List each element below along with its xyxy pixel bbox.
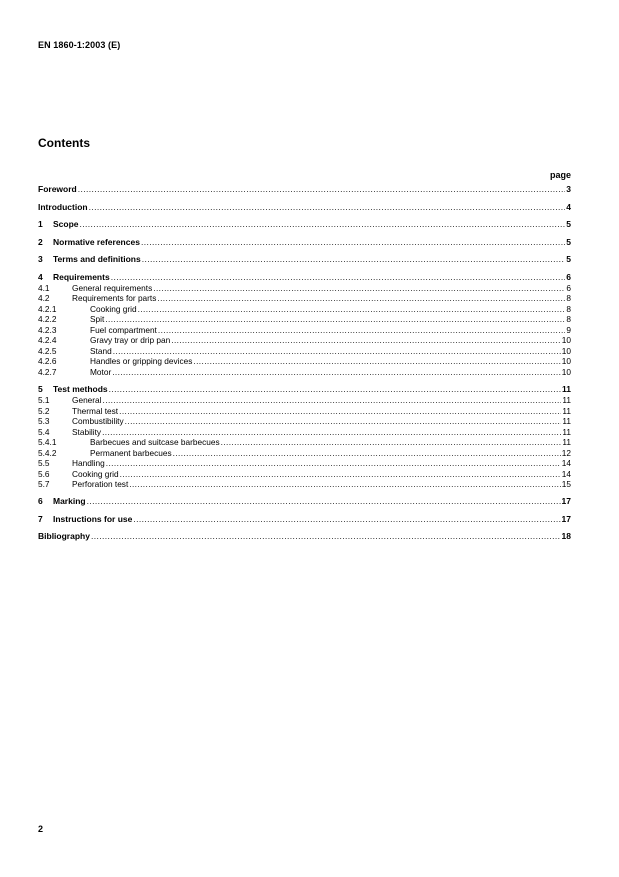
toc-entry[interactable]	[38, 283, 571, 294]
toc-entry[interactable]	[38, 335, 571, 346]
toc-entry-number: 2	[38, 236, 43, 247]
toc-entry-number: 4.2.4	[38, 335, 57, 346]
toc-leader-dots	[221, 437, 562, 448]
toc-leader-dots	[103, 395, 562, 406]
toc-entry-page: 10	[561, 345, 571, 356]
toc-entry-page: 11	[562, 437, 571, 448]
toc-entry-page: 6	[566, 282, 571, 293]
toc-entry-page: 11	[562, 384, 571, 395]
toc-entry-number: 5.4	[38, 426, 50, 437]
toc-entry[interactable]	[38, 384, 571, 395]
toc-entry-title: Marking	[53, 496, 86, 507]
page-title: Contents	[38, 136, 90, 150]
toc-entry-title: Introduction	[38, 201, 88, 212]
toc-entry-title: Terms and definitions	[53, 254, 141, 265]
toc-entry-title: Cooking grid	[72, 468, 119, 479]
page-column-label: page	[549, 170, 571, 180]
toc-entry-title: General requirements	[72, 282, 153, 293]
toc-entry[interactable]	[38, 427, 571, 438]
toc-entry[interactable]	[38, 479, 571, 490]
toc-entry-number: 4.1	[38, 282, 50, 293]
toc-leader-dots	[125, 416, 562, 427]
toc-entry-page: 10	[561, 356, 571, 367]
toc-entry-page: 11	[562, 416, 571, 427]
toc-entry-page: 17	[561, 513, 571, 524]
toc-entry-page: 11	[562, 405, 571, 416]
toc-leader-dots	[78, 184, 566, 195]
toc-leader-dots	[129, 479, 561, 490]
toc-entry-title: Thermal test	[72, 405, 119, 416]
toc-entry-number: 5.2	[38, 405, 50, 416]
toc-entry-title: Stand	[90, 345, 112, 356]
toc-entry-page: 6	[566, 271, 571, 282]
toc-entry-page: 10	[561, 335, 571, 346]
toc-entry-page: 11	[562, 426, 571, 437]
toc-entry-page: 11	[562, 395, 571, 406]
toc-leader-dots	[120, 469, 561, 480]
toc-entry-title: Permanent barbecues	[90, 447, 172, 458]
toc-leader-dots	[109, 384, 561, 395]
toc-entry-number: 7	[38, 513, 43, 524]
toc-entry-title: Motor	[90, 366, 112, 377]
toc-entry[interactable]	[38, 346, 571, 357]
toc-entry-page: 8	[566, 303, 571, 314]
toc-entry[interactable]	[38, 356, 571, 367]
toc-entry-page: 15	[561, 479, 571, 490]
toc-entry-number: 5.4.1	[38, 437, 57, 448]
toc-entry-number: 3	[38, 254, 43, 265]
toc-entry-title: Test methods	[53, 384, 108, 395]
toc-entry-number: 5	[38, 384, 43, 395]
toc-entry[interactable]	[38, 416, 571, 427]
toc-leader-dots	[157, 293, 565, 304]
toc-entry[interactable]	[38, 514, 571, 525]
toc-leader-dots	[113, 346, 561, 357]
toc-entry-page: 12	[561, 447, 571, 458]
toc-entry-number: 5.1	[38, 395, 50, 406]
toc-entry[interactable]	[38, 184, 571, 195]
toc-leader-dots	[173, 448, 561, 459]
toc-leader-dots	[119, 406, 561, 417]
toc-entry-page: 5	[566, 236, 571, 247]
toc-entry-number: 4.2.7	[38, 366, 57, 377]
toc-entry-number: 4	[38, 271, 43, 282]
toc-entry-number: 4.2.2	[38, 314, 57, 325]
toc-entry-page: 3	[566, 184, 571, 194]
toc-entry-title: Scope	[53, 219, 79, 230]
toc-entry[interactable]	[38, 395, 571, 406]
toc-entry-title: Instructions for use	[53, 513, 133, 524]
toc-entry-title: Bibliography	[38, 531, 90, 542]
toc-entry-title: Requirements for parts	[72, 293, 157, 304]
toc-leader-dots	[158, 325, 566, 336]
toc-entry-title: Barbecues and suitcase barbecues	[90, 437, 220, 448]
toc-leader-dots	[89, 202, 566, 213]
toc-entry-title: Normative references	[53, 236, 140, 247]
toc-entry[interactable]	[38, 219, 571, 230]
toc-entry-page: 14	[561, 468, 571, 479]
toc-leader-dots	[105, 314, 565, 325]
toc-leader-dots	[141, 237, 565, 248]
toc-entry[interactable]	[38, 254, 571, 265]
toc-entry-title: Foreword	[38, 184, 77, 194]
toc-entry[interactable]	[38, 458, 571, 469]
toc-entry-title: Combustibility	[72, 416, 124, 427]
toc-entry-title: Requirements	[53, 271, 110, 282]
toc-leader-dots	[153, 283, 565, 294]
toc-entry[interactable]	[38, 325, 571, 336]
toc-entry-number: 4.2.6	[38, 356, 57, 367]
toc-entry[interactable]	[38, 448, 571, 459]
toc-entry-number: 4.2.3	[38, 324, 57, 335]
document-header: EN 1860-1:2003 (E)	[38, 40, 121, 50]
toc-entry-page: 5	[566, 219, 571, 230]
toc-entry-page: 14	[561, 458, 571, 469]
toc-leader-dots	[142, 254, 566, 265]
toc-leader-dots	[80, 219, 566, 230]
toc-entry-title: Cooking grid	[90, 303, 137, 314]
toc-entry[interactable]	[38, 202, 571, 213]
toc-entry-title: Handles or gripping devices	[90, 356, 193, 367]
toc-leader-dots	[111, 272, 566, 283]
toc-entry-number: 5.6	[38, 468, 50, 479]
toc-entry-number: 5.7	[38, 479, 50, 490]
toc-leader-dots	[171, 335, 561, 346]
toc-entry[interactable]	[38, 367, 571, 378]
toc-entry-number: 4.2.1	[38, 303, 57, 314]
toc-entry[interactable]	[38, 469, 571, 480]
toc-leader-dots	[106, 458, 561, 469]
toc-entry-title: Perforation test	[72, 479, 129, 490]
toc-entry-number: 6	[38, 496, 43, 507]
toc-entry-page: 9	[566, 324, 571, 335]
toc-leader-dots	[102, 427, 561, 438]
toc-entry-page: 17	[561, 496, 571, 507]
toc-entry[interactable]	[38, 406, 571, 417]
toc-entry[interactable]	[38, 314, 571, 325]
toc-entry-number: 4.2.5	[38, 345, 57, 356]
toc-entry[interactable]	[38, 531, 571, 542]
toc-entry[interactable]	[38, 237, 571, 248]
toc-entry[interactable]	[38, 437, 571, 448]
toc-entry-title: Gravy tray or drip pan	[90, 335, 171, 346]
toc-entry-page: 4	[566, 201, 571, 212]
toc-entry-page: 10	[561, 366, 571, 377]
toc-entry[interactable]	[38, 304, 571, 315]
toc-entry-page: 5	[566, 254, 571, 265]
toc-leader-dots	[112, 367, 561, 378]
toc-entry[interactable]	[38, 293, 571, 304]
toc-entry[interactable]	[38, 272, 571, 283]
toc-entry-title: Stability	[72, 426, 102, 437]
toc-leader-dots	[87, 496, 561, 507]
toc-entry-number: 1	[38, 219, 43, 230]
table-of-contents	[38, 184, 571, 542]
toc-leader-dots	[91, 531, 561, 542]
toc-entry-title: Spit	[90, 314, 105, 325]
toc-entry-title: General	[72, 395, 102, 406]
toc-entry-number: 5.3	[38, 416, 50, 427]
toc-entry-number: 4.2	[38, 293, 50, 304]
toc-entry-title: Handling	[72, 458, 105, 469]
toc-entry-page: 8	[566, 314, 571, 325]
toc-entry-page: 8	[566, 293, 571, 304]
toc-entry-page: 18	[561, 531, 571, 542]
toc-leader-dots	[138, 304, 566, 315]
toc-leader-dots	[193, 356, 560, 367]
toc-leader-dots	[133, 514, 560, 525]
toc-entry-number: 5.5	[38, 458, 50, 469]
toc-entry-title: Fuel compartment	[90, 324, 157, 335]
toc-entry-number: 5.4.2	[38, 447, 57, 458]
page-number: 2	[38, 824, 44, 834]
toc-entry[interactable]	[38, 496, 571, 507]
